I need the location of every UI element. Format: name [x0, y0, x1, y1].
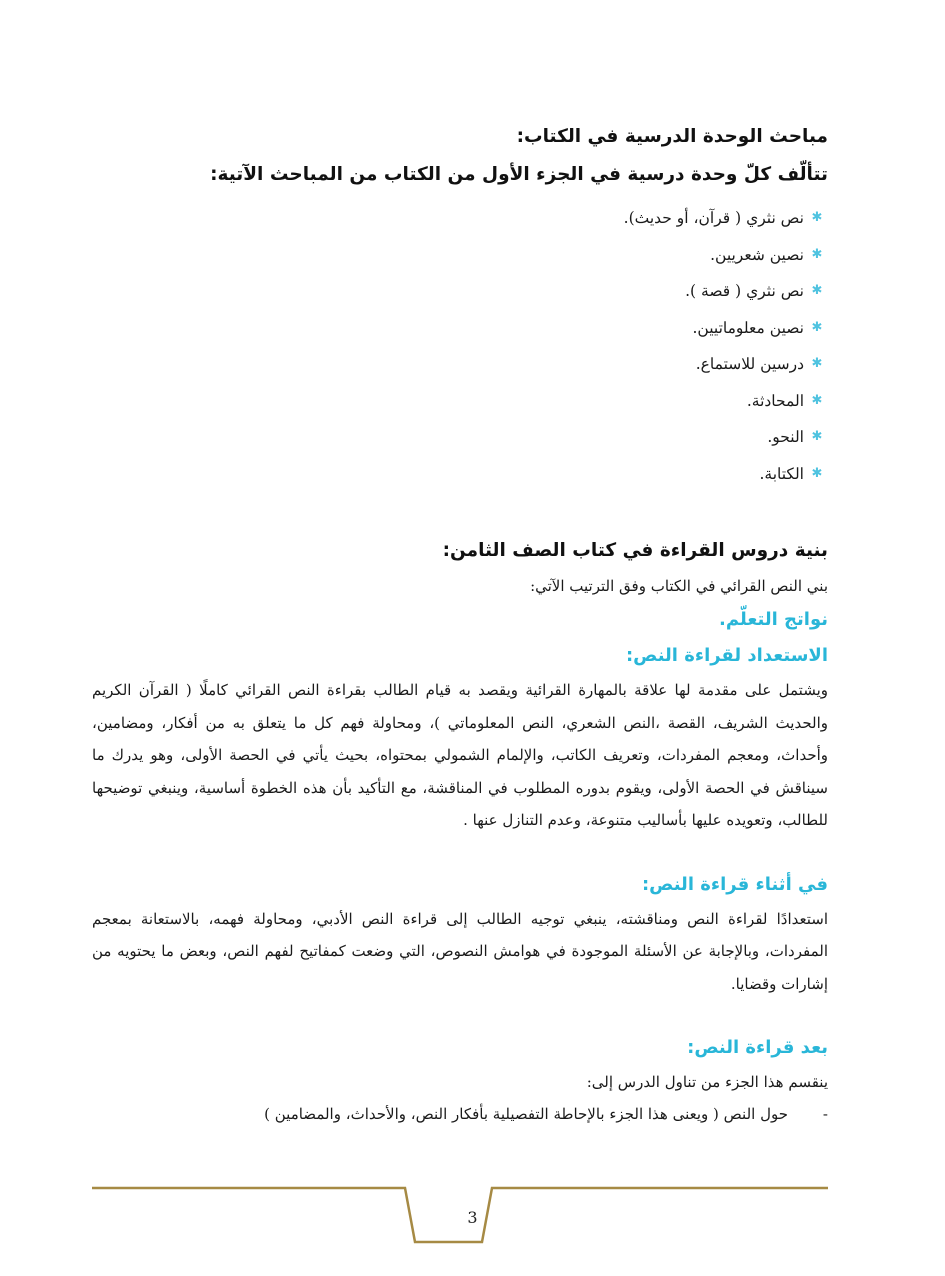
list-item: ✱ نص نثري ( قرآن، أو حديث).	[92, 200, 828, 237]
units-list	[92, 200, 828, 492]
page-content	[92, 118, 828, 1130]
units-subheading: تتألّف كلّ وحدة درسية في الجزء الأول من الكتاب من المباحث الآتية:	[210, 164, 828, 185]
list-item: ✱ النحو.	[92, 419, 828, 456]
asterisk-bullet-icon: ✱	[811, 210, 823, 225]
after-reading-intro: ينقسم هذا الجزء من تناول الدرس إلى:	[586, 1073, 828, 1091]
preparation-paragraph: ويشتمل على مقدمة لها علاقة بالمهارة القرائية ويقصد به قيام الطالب بقراءة النص القرائي كاملًا ( القرآن الكريم والحديث الشريف، القصة ،النص الشعري، النص المعلوماتي )، ومحاولة فهم كل ما يتعلق به من أفكار، ومضامين، وأحداث، ومعجم المفردات، وتعريف الكاتب، والإلمام الشمولي بمحتواه، بحيث يأتي في الحصة الأولى، وهو يدرك ما سيناقش في الحصة الأولى، ويقوم بدوره المطلوب في المناقشة، مع التأكيد بأن هذه الخطوة أساسية، وينبغي توضيحها للطالب، وتعويده عليها بأساليب متنوعة، وعدم التنازل عنها .	[92, 681, 828, 829]
list-item: ✱ نصين شعريين.	[92, 237, 828, 274]
asterisk-bullet-icon: ✱	[811, 319, 823, 335]
during-reading-paragraph: استعدادًا لقراءة النص ومناقشته، ينبغي توجيه الطالب إلى قراءة النص الأدبي، ومحاولة فهمه، بالاستعانة بمعجم المفردات، وبالإجابة عن الأسئلة الموجودة في هوامش النصوص، التي وضعت كمفاتيح لفهم النص، وبعض ما يحتويه من إشارات وقضايا.	[92, 909, 828, 993]
page-number: 3	[467, 1208, 478, 1227]
asterisk-bullet-icon: ✱	[811, 429, 823, 444]
asterisk-bullet-icon: ✱	[811, 392, 823, 408]
units-heading: مباحث الوحدة الدرسية في الكتاب:	[516, 126, 828, 147]
asterisk-bullet-icon: ✱	[811, 465, 823, 481]
after-reading-item: - حول النص ( ويعنى هذا الجزء بالإحاطة التفصيلية بأفكار النص، والأحداث، والمضامين )	[92, 1098, 828, 1130]
asterisk-bullet-icon: ✱	[811, 283, 823, 298]
preparation-heading: الاستعداد لقراءة النص:	[625, 645, 828, 666]
after-reading-heading: بعد قراءة النص:	[687, 1037, 828, 1058]
dash-bullet: -	[822, 1105, 828, 1123]
list-item: ✱ نصين معلوماتيين.	[92, 310, 828, 347]
list-item: ✱ المحادثة.	[92, 383, 828, 420]
reading-structure-heading: بنية دروس القراءة في كتاب الصف الثامن:	[442, 540, 828, 561]
list-item: ✱ نص نثري ( قصة ).	[92, 273, 828, 310]
during-reading-heading: في أثناء قراءة النص:	[641, 873, 828, 895]
learning-outcomes-heading: نواتج التعلّم.	[719, 609, 828, 630]
asterisk-bullet-icon: ✱	[811, 246, 823, 262]
reading-structure-intro: بني النص القرائي في الكتاب وفق الترتيب الآتي:	[530, 577, 828, 595]
list-item: ✱ الكتابة.	[92, 456, 828, 493]
asterisk-bullet-icon: ✱	[811, 356, 823, 371]
list-item: ✱ درسين للاستماع.	[92, 346, 828, 383]
